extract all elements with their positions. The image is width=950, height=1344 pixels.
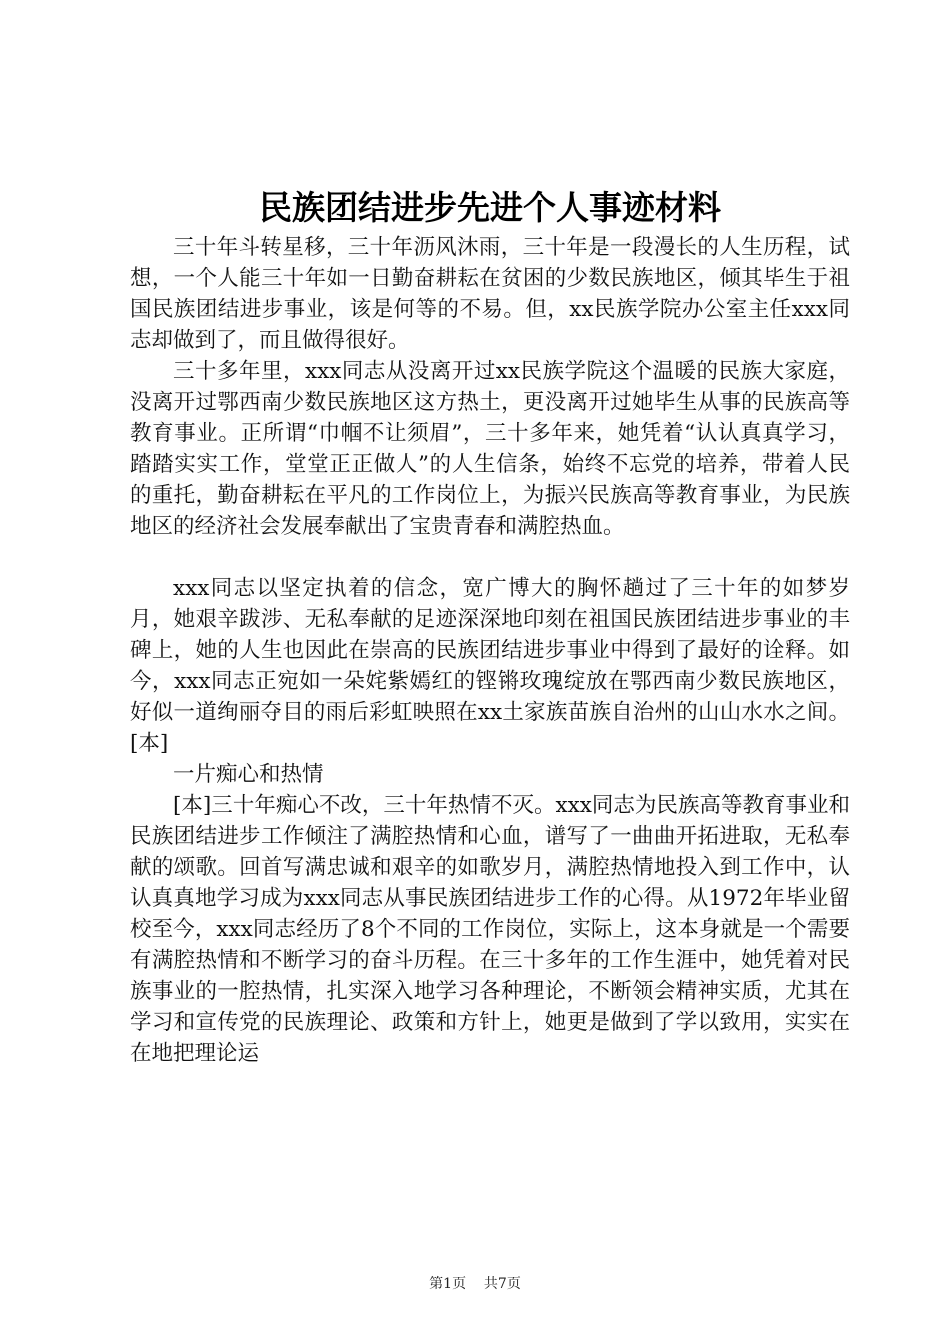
page-footer [0, 1274, 950, 1294]
paragraph-spacer [130, 542, 850, 573]
document-title: 民族团结进步先进个人事迹材料 [259, 188, 721, 227]
page-separator [471, 1276, 480, 1292]
page-number: 第1页 [429, 1276, 467, 1292]
page-total: 共7页 [483, 1276, 521, 1292]
document-body [130, 232, 850, 1069]
paragraph-4: [本]三十年痴心不改，三十年热情不灭。xxx同志为民族高等教育事业和民族团结进步工作倾注了满腔热情和心血，谱写了一曲曲开拓进取，无私奉献的颂歌。回首写满忠诚和艰辛的如歌岁月，满腔热情地投入到工作中，认认真真地学习成为xxx同志从事民族团结进步工作的心得。从1972年毕业留校至今，xxx同志经历了8个不同的工作岗位，实际上，这本身就是一个需要有满腔热情和不断学习的奋斗历程。在三十多年的工作生涯中，她凭着对民族事业的一腔热情，扎实深入地学习各种理论，不断领会精神实质，尤其在学习和宣传党的民族理论、政策和方针上，她更是做到了学以致用，实实在在地把理论运 [130, 793, 850, 1066]
paragraph-2: 三十多年里，xxx同志从没离开过xx民族学院这个温暖的民族大家庭，没离开过鄂西南少数民族地区这方热土，更没离开过她毕生从事的民族高等教育事业。正所谓“巾帼不让须眉”，三十多年来，她凭着“认认真真学习，踏踏实实工作，堂堂正正做人”的人生信条，始终不忘党的培养，带着人民的重托，勤奋耕耘在平凡的工作岗位上，为振兴民族高等教育事业，为民族地区的经济社会发展奉献出了宝贵青春和满腔热血。 [130, 359, 850, 539]
section-heading: 一片痴心和热情 [173, 762, 324, 787]
paragraph-1: 三十年斗转星移，三十年沥风沐雨，三十年是一段漫长的人生历程，试想，一个人能三十年如一日勤奋耕耘在贫困的少数民族地区，倾其毕生于祖国民族团结进步事业，该是何等的不易。但，xx民族学院办公室主任xxx同志却做到了，而且做得很好。 [130, 235, 850, 353]
paragraph-3: xxx同志以坚定执着的信念，宽广博大的胸怀趟过了三十年的如梦岁月，她艰辛跋涉、无私奉献的足迹深深地印刻在祖国民族团结进步事业的丰碑上，她的人生也因此在崇高的民族团结进步事业中得到了最好的诠释。如今，xxx同志正宛如一朵姹紫嫣红的铿锵玫瑰绽放在鄂西南少数民族地区，好似一道绚丽夺目的雨后彩虹映照在xx土家族苗族自治州的山山水水之间。[本] [130, 576, 850, 756]
